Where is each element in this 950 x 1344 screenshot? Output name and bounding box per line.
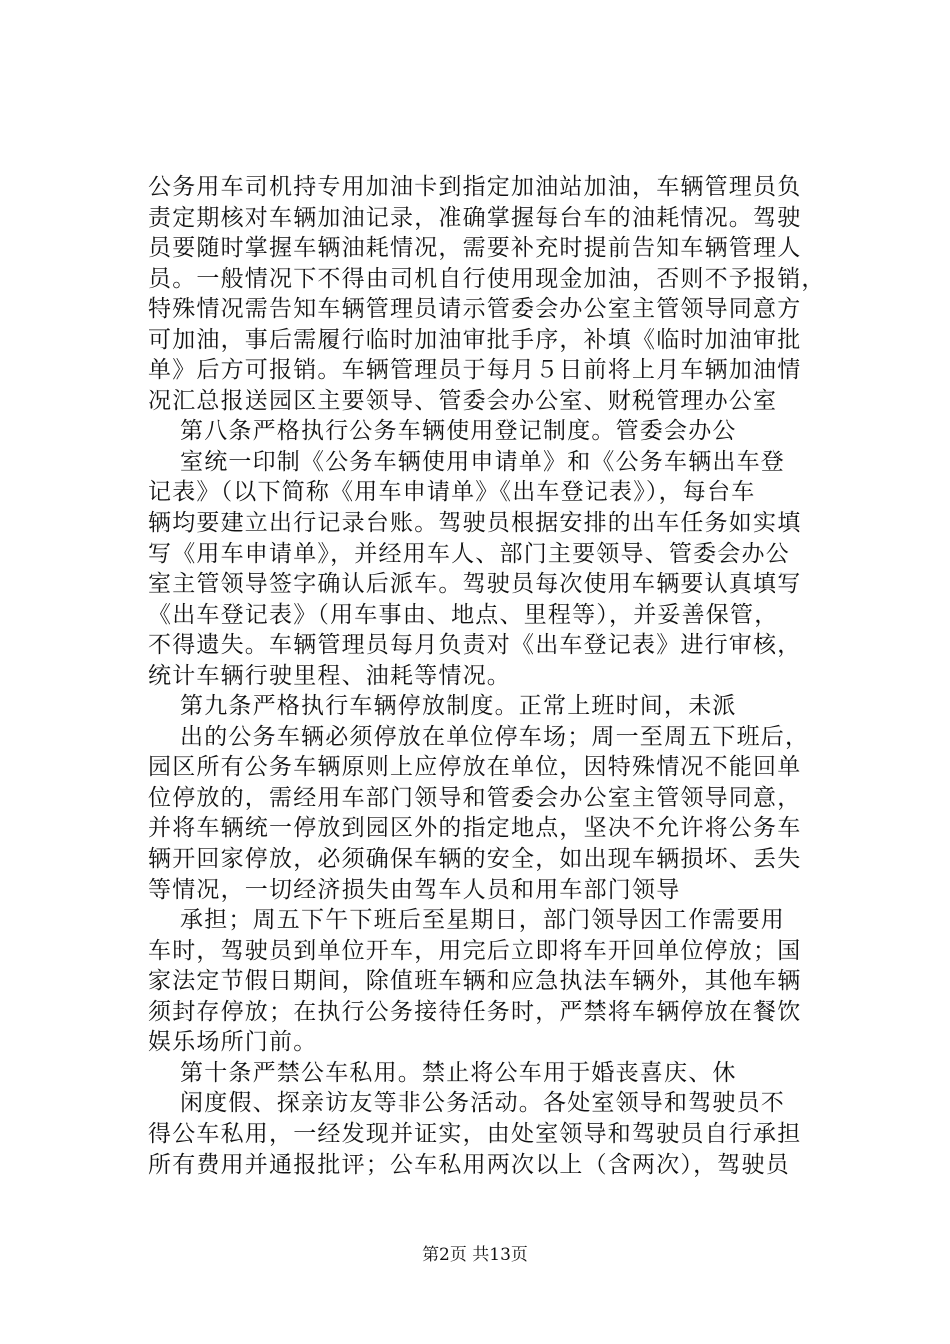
text-line: 室统一印制《公务车辆使用申请单》和《公务车辆出车登 [180,448,785,475]
text-line: 车时，驾驶员到单位开车，用完后立即将车开回单位停放；国 [148,937,802,964]
article-heading-line: 第十条严禁公车私用。禁止将公车用于婚丧喜庆、休 [180,1059,737,1086]
text-line: 室主管领导签字确认后派车。驾驶员每次使用车辆要认真填写 [148,571,802,598]
text-line: 辆开回家停放，必须确保车辆的安全，如出现车辆损坏、丢失 [148,846,802,873]
article-heading-line: 第八条严格执行公务车辆使用登记制度。管委会办公 [180,418,737,445]
text-line: 员要随时掌握车辆油耗情况，需要补充时提前告知车辆管理人 [148,235,802,262]
text-line: 《出车登记表》（用车事由、地点、里程等），并妥善保管， [148,601,779,628]
text-line: 不得遗失。车辆管理员每月负责对《出车登记表》进行审核， [148,632,802,659]
page-number-label: 第2页 共13页 [422,1245,528,1265]
text-line: 位停放的，需经用车部门领导和管委会办公室主管领导同意， [148,784,802,811]
text-line: 须封存停放；在执行公务接待任务时，严禁将车辆停放在餐饮 [148,998,802,1025]
text-line: 写《用车申请单》，并经用车人、部门主要领导、管委会办公 [148,540,790,567]
text-line: 特殊情况需告知车辆管理员请示管委会办公室主管领导同意方 [148,296,802,323]
page-footer [0,1244,950,1266]
text-line: 统计车辆行驶里程、油耗等情况。 [148,662,511,689]
text-line: 辆均要建立出行记录台账。驾驶员根据安排的出车任务如实填 [148,510,802,537]
text-line: 家法定节假日期间，除值班车辆和应急执法车辆外，其他车辆 [148,968,802,995]
text-line: 承担；周五下午下班后至星期日，部门领导因工作需要用 [180,907,785,934]
text-line: 所有费用并通报批评；公车私用两次以上（含两次），驾驶员 [148,1151,790,1178]
text-line: 并将车辆统一停放到园区外的指定地点，坚决不允许将公务车 [148,815,802,842]
text-line: 闲度假、探亲访友等非公务活动。各处室领导和驾驶员不 [180,1090,785,1117]
text-line: 责定期核对车辆加油记录，准确掌握每台车的油耗情况。驾驶 [148,204,802,231]
text-line: 娱乐场所门前。 [148,1029,318,1056]
text-line: 等情况，一切经济损失由驾车人员和用车部门领导 [148,876,681,903]
article-heading-line: 第九条严格执行车辆停放制度。正常上班时间，未派 [180,693,737,720]
text-line: 得公车私用，一经发现并证实，由处室领导和驾驶员自行承担 [148,1120,802,1147]
text-line: 员。一般情况下不得由司机自行使用现金加油，否则不予报销， [148,265,826,292]
text-line: 记表》（以下简称《用车申请单》《出车登记表》），每台车 [148,479,756,506]
text-line: 出的公务车辆必须停放在单位停车场；周一至周五下班后， [180,723,810,750]
text-line: 公务用车司机持专用加油卡到指定加油站加油，车辆管理员负 [148,174,802,200]
text-line: 园区所有公务车辆原则上应停放在单位，因特殊情况不能回单 [148,754,802,781]
text-line: 况汇总报送园区主要领导、管委会办公室、财税管理办公室 [148,387,778,414]
text-line: 单》后方可报销。车辆管理员于每月５日前将上月车辆加油情 [148,357,802,384]
text-line: 可加油，事后需履行临时加油审批手序，补填《临时加油审批 [148,326,802,353]
document-body [148,172,838,1180]
